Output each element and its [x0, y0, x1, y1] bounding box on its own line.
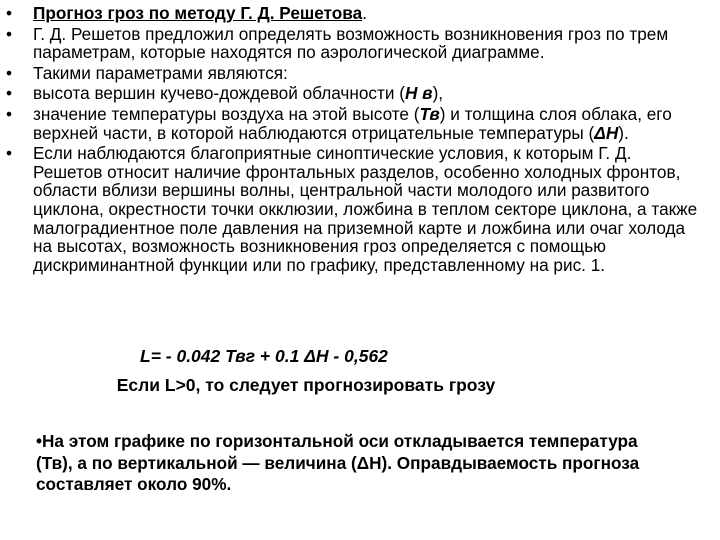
variable-hv: Н в: [404, 83, 433, 104]
bullet-list: [4, 4, 704, 276]
paragraph-text: Если наблюдаются благоприятные синоптические условия, к которым Г. Д. Решетов относит наличие фронтальных разделов, особенно холодных фронтов, области вблизи вершины волны, центральной части молодого или развитого циклона, окрестности точки окклюзии, ложбина в теплом секторе циклона, а также малоградиентное поле давления на приземной карте и ложбина или очаг холода на высотах, возможность возникновения гроз определяется с помощью дискриминантной функции или по графику, представленному на рис. 1.: [33, 143, 698, 275]
bullet-icon: •: [6, 23, 13, 44]
slide-title: Прогноз гроз по методу Г. Д. Решетова: [33, 3, 363, 23]
paragraph-text: Г. Д. Решетов предложил определять возможность возникновения гроз по трем параметрам, которые находятся по аэрологической диаграмме.: [33, 23, 669, 63]
paragraph-text: значение температуры воздуха на этой высоте (: [33, 103, 420, 124]
list-item: [4, 64, 704, 83]
bullet-icon: •: [6, 83, 13, 104]
list-item: [4, 105, 704, 142]
list-item: [4, 25, 704, 62]
paragraph-text: ),: [432, 83, 444, 104]
forecast-conclusion: Если L>0, то следует прогнозировать грозу: [116, 375, 496, 395]
discriminant-formula: L= - 0.042 Твг + 0.1 ΔН - 0,562: [140, 346, 388, 366]
graph-note: •На этом графике по горизонтальной оси откладывается температура (Тв), а по вертикальной — величина (ΔН). Оправдываемость прогноза составляет около 90%.: [36, 431, 640, 494]
list-item-title: [4, 4, 704, 23]
bullet-icon: •: [6, 143, 13, 164]
bullet-icon: •: [6, 103, 13, 124]
title-period: .: [362, 3, 367, 23]
list-item: [4, 144, 704, 274]
bullet-icon: •: [6, 62, 13, 83]
paragraph-text: высота вершин кучево-дождевой облачности (: [33, 83, 405, 104]
paragraph-text: ).: [618, 122, 629, 143]
paragraph-text: Такими параметрами являются:: [33, 62, 288, 83]
variable-tv: Тв: [419, 103, 440, 124]
variable-delta-h: ΔН: [594, 122, 619, 143]
bullet-icon: •: [6, 3, 13, 23]
list-item: [4, 84, 704, 103]
paragraph-text: ) и толщина слоя облака, его верхней части, в которой наблюдаются отрицательные температуры (: [33, 103, 672, 143]
